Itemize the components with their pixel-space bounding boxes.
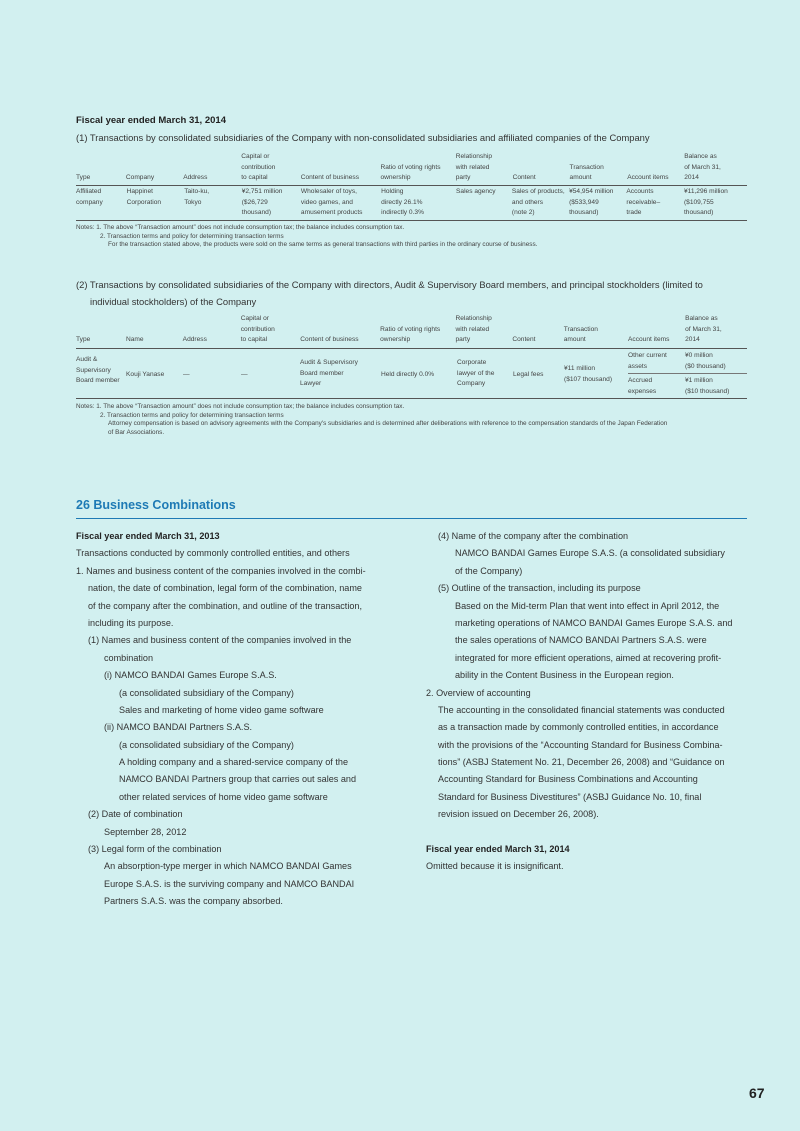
- text-line: Omitted because it is insignificant.: [426, 861, 564, 872]
- cell-line: amusement products: [300, 209, 363, 216]
- cell-line: Ratio of voting rights: [380, 325, 441, 333]
- cell-address: —: [183, 371, 190, 378]
- text-line: combination: [104, 652, 154, 663]
- cell-line: ($533,949: [569, 198, 599, 206]
- cell-line: thousand): [683, 209, 714, 216]
- note-line: Attorney compensation is based on advisory agreements with the Company's subsidiaries and is determined after deliberations with reference to the compensation standards of the Japan Federation: [108, 420, 668, 428]
- cell-line: Address: [182, 336, 207, 343]
- text-line: revision issued on December 26, 2008).: [438, 809, 599, 820]
- cell-capital: —: [241, 371, 248, 378]
- text-line: other related services of home video game software: [119, 791, 328, 802]
- cell-line: Wholesaler of toys,: [300, 188, 357, 195]
- text-line: (2) Date of combination: [88, 809, 183, 820]
- table-cell: [184, 187, 242, 219]
- section1-table-header: [76, 152, 747, 184]
- account-line: assets: [628, 362, 648, 370]
- section-heading: 26 Business Combinations: [76, 498, 236, 512]
- table-cell: [241, 314, 301, 346]
- table-cell: [183, 314, 241, 346]
- divider: [76, 185, 747, 186]
- table-cell: [455, 314, 512, 346]
- table-cell: [569, 187, 626, 219]
- section2-title: (2) Transactions by consolidated subsidiaries of the Company with directors, Audit & Supervisory Board members, and principal stockholders (limited to: [76, 279, 703, 290]
- table-cell: [512, 187, 569, 219]
- type-line: Board member: [76, 377, 120, 384]
- cell-relationship: [457, 358, 494, 390]
- cell-line: contribution: [240, 325, 275, 333]
- text-line: (5) Outline of the transaction, including its purpose: [438, 583, 641, 594]
- cell-line: Ratio of voting rights: [380, 163, 441, 171]
- cell-line: to capital: [240, 336, 268, 343]
- text-line: (a consolidated subsidiary of the Company): [119, 739, 294, 750]
- cell-line: thousand): [241, 209, 272, 216]
- subheading: Fiscal year ended March 31, 2014: [426, 844, 570, 855]
- cell-line: Transaction: [563, 325, 598, 333]
- cell-line: Content: [512, 174, 536, 181]
- balance-line: ¥0 million: [685, 352, 713, 359]
- cell-line: ¥11,296 million: [683, 188, 728, 195]
- table-cell: [301, 187, 381, 219]
- cell-line: Account items: [628, 336, 670, 343]
- cell-name: Kouji Yanase: [126, 371, 165, 378]
- note-line: Notes: 1. The above “Transaction amount” does not include consumption tax; the balance includes consumption tax.: [76, 224, 405, 231]
- left-column: [76, 528, 366, 911]
- account-line: Other current: [628, 352, 667, 359]
- balance-line: ¥1 million: [685, 377, 713, 384]
- table-cell: [570, 152, 628, 184]
- text-line: Accounting Standard for Business Combinations and Accounting: [438, 774, 698, 785]
- type-line: Audit &: [76, 356, 98, 363]
- cell-line: Holding: [381, 188, 404, 195]
- cell-line: ownership: [380, 174, 411, 181]
- text-line: (a consolidated subsidiary of the Company): [119, 687, 294, 698]
- cell-amount: [564, 364, 612, 385]
- table-cell: [628, 314, 685, 346]
- cell-line: amount: [569, 174, 592, 181]
- cell-type: [76, 355, 120, 387]
- cell-line: Sales agency: [456, 188, 496, 195]
- text-line: (ii) NAMCO BANDAI Partners S.A.S.: [104, 722, 253, 733]
- cell-account1: [628, 351, 667, 372]
- cell-line: Account items: [627, 174, 669, 181]
- table-cell: [127, 187, 185, 219]
- right-column: [426, 528, 732, 876]
- note-line: of Bar Associations.: [108, 429, 165, 437]
- subheading: Fiscal year ended March 31, 2013: [76, 531, 220, 541]
- relationship-line: lawyer of the: [457, 369, 495, 377]
- text-line: September 28, 2012: [104, 826, 187, 837]
- table-cell: [76, 187, 127, 219]
- business-line: Audit & Supervisory: [300, 359, 358, 366]
- cell-line: Taito-ku,: [184, 188, 210, 195]
- table-cell: [76, 152, 126, 184]
- section1-notes: [76, 224, 537, 250]
- cell-line: Type: [76, 174, 91, 181]
- text-line: ability in the Content Business in the European region.: [455, 670, 674, 681]
- table-cell: [381, 187, 456, 219]
- cell-line: ownership: [380, 336, 411, 343]
- amount-line: ($107 thousand): [564, 375, 613, 383]
- text-line: (1) Names and business content of the companies involved in the: [88, 635, 352, 646]
- cell-line: Corporation: [126, 198, 162, 206]
- divider: [76, 398, 747, 399]
- table-cell: [300, 314, 380, 346]
- divider: [76, 348, 747, 349]
- table-cell: [684, 152, 747, 184]
- text-line: 2. Overview of accounting: [426, 687, 531, 698]
- text-line: of the Company): [455, 565, 523, 576]
- note-line: For the transaction stated above, the products were sold on the same terms as general transactions with third parties in the ordinary course of business.: [108, 241, 538, 249]
- text-line: NAMCO BANDAI Games Europe S.A.S. (a consolidated subsidiary: [455, 548, 725, 559]
- cell-content: Legal fees: [513, 371, 544, 378]
- section2-notes: [76, 403, 667, 438]
- cell-line: ($26,729: [241, 198, 268, 206]
- section2-title-cont: individual stockholders) of the Company: [90, 296, 257, 307]
- text-line: Transactions conducted by commonly controlled entities, and others: [76, 548, 350, 559]
- table-cell: [512, 314, 563, 346]
- text-line: NAMCO BANDAI Partners group that carries out sales and: [119, 774, 357, 785]
- divider: [628, 373, 747, 374]
- cell-line: Name: [125, 336, 144, 343]
- text-line: Based on the Mid-term Plan that went into effect in April 2012, the: [455, 600, 720, 611]
- table-cell: [126, 152, 183, 184]
- cell-line: contribution: [241, 163, 276, 171]
- text-line: A holding company and a shared-service company of the: [119, 757, 348, 768]
- type-line: Supervisory: [76, 366, 111, 374]
- cell-line: Type: [76, 336, 91, 343]
- business-line: Lawyer: [300, 380, 322, 387]
- cell-line: Balance as: [684, 153, 717, 160]
- section1-title: (1) Transactions by consolidated subsidiaries of the Company with non-consolidated subsidiaries and affiliated companies of the Company: [76, 132, 650, 143]
- note-line: 2. Transaction terms and policy for determining transaction terms: [100, 232, 284, 240]
- text-line: tions” (ASBJ Statement No. 21, December 26, 2008) and “Guidance on: [438, 757, 725, 768]
- section2-table-header: [76, 314, 747, 346]
- cell-line: receivable–: [626, 198, 661, 206]
- text-line: with the provisions of the “Accounting Standard for Business Combina-: [438, 739, 723, 750]
- cell-line: of March 31,: [685, 325, 722, 333]
- cell-line: video games, and: [300, 198, 353, 206]
- text-line: (3) Legal form of the combination: [88, 844, 222, 855]
- cell-account2: [628, 376, 656, 397]
- divider: [76, 220, 747, 221]
- text-line: integrated for more efficient operations, aimed at recovering profit-: [455, 652, 722, 663]
- cell-line: and others: [511, 198, 544, 206]
- cell-line: 2014: [684, 174, 699, 181]
- cell-line: Capital or: [240, 315, 269, 322]
- text-line: nation, the date of combination, legal form of the combination, name: [88, 583, 362, 594]
- cell-line: Capital or: [241, 153, 270, 160]
- cell-line: Relationship: [455, 153, 493, 160]
- page-number: 67: [749, 1085, 765, 1101]
- cell-line: 2014: [685, 336, 700, 343]
- cell-balance1: [685, 351, 726, 372]
- cell-line: ($109,755: [683, 198, 714, 206]
- note-line: 2. Transaction terms and policy for determining transaction terms: [100, 411, 284, 419]
- text-line: 1. Names and business content of the companies involved in the combi-: [76, 565, 366, 576]
- table-cell: [126, 314, 183, 346]
- table-cell: [626, 187, 684, 219]
- cell-line: amount: [563, 336, 586, 343]
- cell-balance2: [685, 376, 729, 397]
- cell-line: Transaction: [569, 163, 604, 171]
- cell-line: thousand): [569, 209, 599, 216]
- table-cell: [456, 187, 512, 219]
- cell-line: Content: [512, 336, 536, 343]
- cell-line: with related: [455, 325, 490, 333]
- table-cell: [241, 152, 301, 184]
- text-line: Standard for Business Divestitures” (ASBJ Guidance No. 10, final: [438, 791, 702, 802]
- cell-line: to capital: [241, 174, 268, 181]
- table-cell: [380, 152, 455, 184]
- table-cell: [183, 152, 241, 184]
- cell-line: of March 31,: [684, 163, 721, 171]
- text-line: (4) Name of the company after the combination: [438, 531, 629, 541]
- cell-line: directly 26.1%: [381, 198, 423, 206]
- text-line: An absorption-type merger in which NAMCO BANDAI Games: [104, 861, 352, 872]
- amount-line: ¥11 million: [564, 365, 596, 372]
- cell-line: Sales of products,: [511, 188, 565, 195]
- table-cell: [627, 152, 684, 184]
- section-underline: [76, 518, 747, 519]
- cell-line: with related: [455, 163, 490, 171]
- table-cell: [685, 314, 747, 346]
- cell-line: (note 2): [511, 209, 535, 216]
- text-line: as a transaction made by commonly controlled entities, in accordance: [438, 722, 719, 733]
- text-line: including its purpose.: [88, 617, 174, 628]
- table-cell: [456, 152, 513, 184]
- text-line: Partners S.A.S. was the company absorbed.: [104, 896, 283, 907]
- table-cell: [242, 187, 301, 219]
- text-line: Europe S.A.S. is the surviving company and NAMCO BANDAI: [104, 878, 355, 889]
- fy2014-heading: Fiscal year ended March 31, 2014: [76, 115, 226, 126]
- cell-line: Affiliated: [76, 188, 102, 195]
- cell-business: [300, 358, 358, 390]
- section1-table-row: [76, 187, 747, 219]
- balance-line: ($0 thousand): [685, 362, 726, 370]
- text-line: marketing operations of NAMCO BANDAI Games Europe S.A.S. and: [455, 617, 733, 628]
- cell-line: indirectly 0.3%: [381, 209, 424, 216]
- table-cell: [684, 187, 747, 219]
- table-cell: [76, 314, 126, 346]
- table-cell: [513, 152, 570, 184]
- cell-line: ¥54,954 million: [569, 188, 614, 195]
- cell-line: Content of business: [300, 174, 359, 181]
- cell-line: Happinet: [126, 188, 153, 195]
- note-line: Notes: 1. The above “Transaction amount” does not include consumption tax; the balance includes consumption tax.: [76, 403, 405, 410]
- cell-line: Content of business: [300, 336, 359, 343]
- relationship-line: Corporate: [457, 359, 487, 366]
- account-line: Accrued: [628, 377, 653, 384]
- table-cell: [301, 152, 381, 184]
- text-line: the sales operations of NAMCO BANDAI Partners S.A.S. were: [455, 635, 707, 646]
- text-line: [426, 824, 732, 841]
- business-line: Board member: [300, 369, 344, 377]
- cell-line: Address: [183, 174, 208, 181]
- text-line: of the company after the combination, and outline of the transaction,: [88, 600, 362, 611]
- text-line: The accounting in the consolidated financial statements was conducted: [438, 704, 725, 715]
- balance-line: ($10 thousand): [685, 387, 730, 395]
- cell-ratio: Held directly 0.0%: [381, 371, 435, 378]
- cell-line: ¥2,751 million: [241, 188, 283, 195]
- cell-line: Tokyo: [184, 198, 202, 206]
- cell-line: party: [455, 174, 471, 181]
- cell-line: party: [455, 336, 471, 343]
- cell-line: company: [76, 198, 103, 206]
- account-line: expenses: [628, 387, 657, 395]
- table-cell: [380, 314, 455, 346]
- text-line: Sales and marketing of home video game software: [119, 704, 324, 715]
- relationship-line: Company: [457, 380, 486, 387]
- cell-line: Company: [125, 174, 155, 181]
- cell-line: Accounts: [626, 188, 654, 195]
- cell-line: Relationship: [455, 315, 492, 322]
- cell-line: Balance as: [685, 315, 718, 322]
- table-cell: [564, 314, 628, 346]
- cell-line: trade: [626, 209, 642, 216]
- text-line: (i) NAMCO BANDAI Games Europe S.A.S.: [104, 670, 277, 681]
